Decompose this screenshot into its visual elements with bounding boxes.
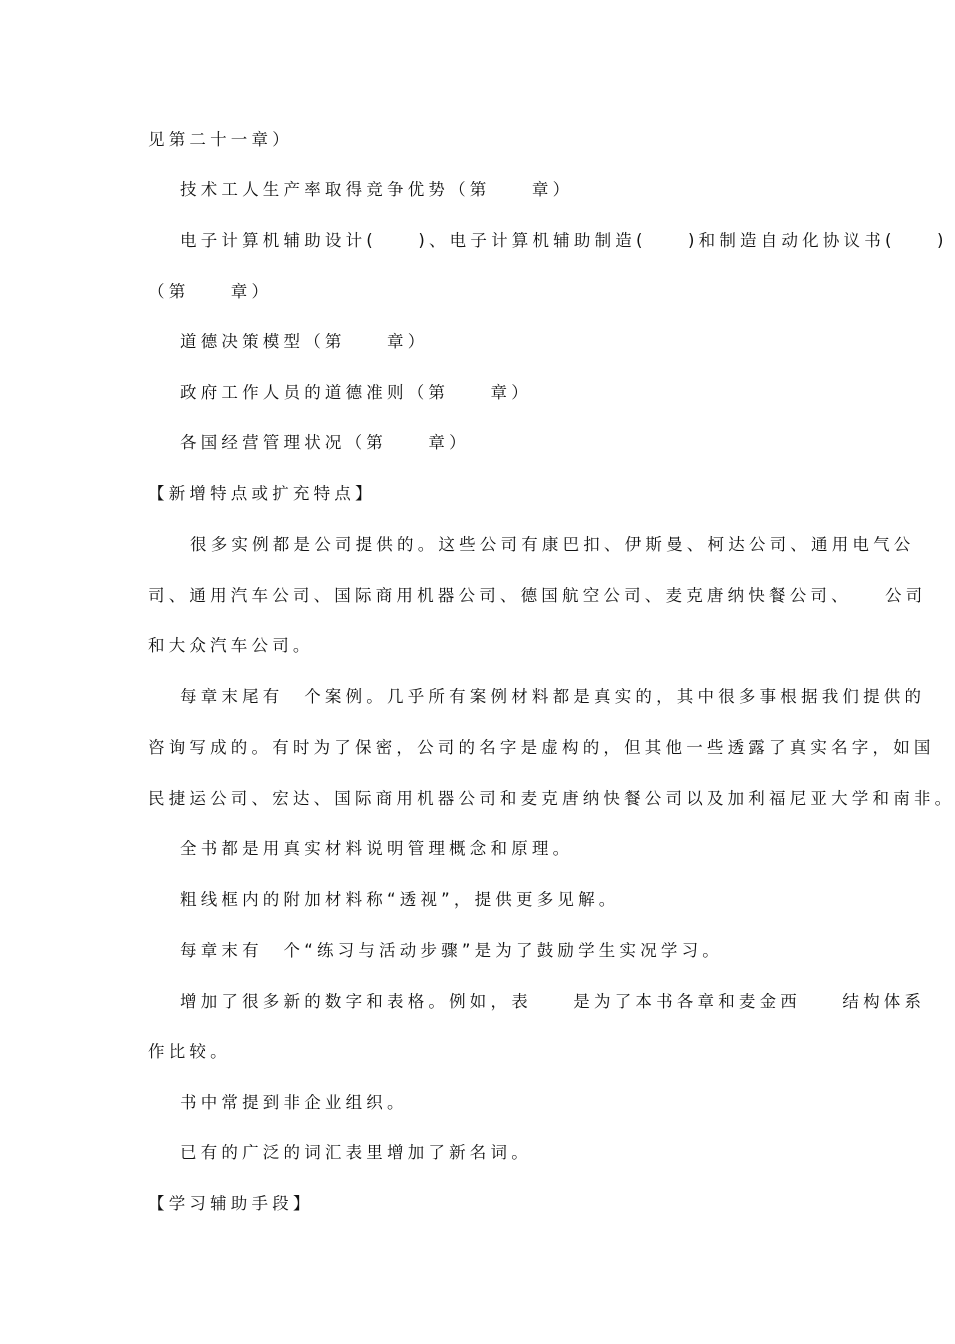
paragraph-line: 和大众汽车公司。 bbox=[148, 636, 314, 655]
list-item: 电子计算机辅助设计( )、电子计算机辅助制造( )和制造自动化协议书( ) bbox=[180, 231, 948, 250]
paragraph-line: 已有的广泛的词汇表里增加了新名词。 bbox=[180, 1143, 532, 1162]
list-item: 技术工人生产率取得竞争优势（第 章） bbox=[180, 180, 574, 199]
paragraph-line: 司、通用汽车公司、国际商用机器公司、德国航空公司、麦克唐纳快餐公司、 公司 bbox=[148, 586, 927, 605]
paragraph-line: 很多实例都是公司提供的。这些公司有康巴扣、伊斯曼、柯达公司、通用电气公 bbox=[190, 535, 915, 554]
paragraph-line: 每章末尾有 个案例。几乎所有案例材料都是真实的，其中很多事根据我们提供的 bbox=[180, 687, 926, 706]
paragraph-line: 全书都是用真实材料说明管理概念和原理。 bbox=[180, 839, 574, 858]
list-item: 政府工作人员的道德准则（第 章） bbox=[180, 383, 532, 402]
paragraph-line: 咨询写成的。有时为了保密，公司的名字是虚构的，但其他一些透露了真实名字，如国 bbox=[148, 738, 935, 757]
list-item: 道德决策模型（第 章） bbox=[180, 332, 429, 351]
paragraph-line: 增加了很多新的数字和表格。例如，表 是为了本书各章和麦金西 结构体系 bbox=[180, 992, 926, 1011]
text-line: 见第二十一章） bbox=[148, 130, 293, 149]
paragraph-line: 民捷运公司、宏达、国际商用机器公司和麦克唐纳快餐公司以及加利福尼亚大学和南非。 bbox=[148, 789, 955, 808]
paragraph-line: 粗线框内的附加材料称“透视”，提供更多见解。 bbox=[180, 890, 620, 909]
paragraph-line: 作比较。 bbox=[148, 1042, 231, 1061]
section-heading: 【学习辅助手段】 bbox=[148, 1194, 314, 1213]
paragraph-line: 每章末有 个“练习与活动步骤”是为了鼓励学生实况学习。 bbox=[180, 941, 723, 960]
list-item: 各国经营管理状况（第 章） bbox=[180, 433, 470, 452]
section-heading: 【新增特点或扩充特点】 bbox=[148, 484, 376, 503]
paragraph-line: 书中常提到非企业组织。 bbox=[180, 1093, 408, 1112]
text-line: （第 章） bbox=[148, 282, 273, 301]
